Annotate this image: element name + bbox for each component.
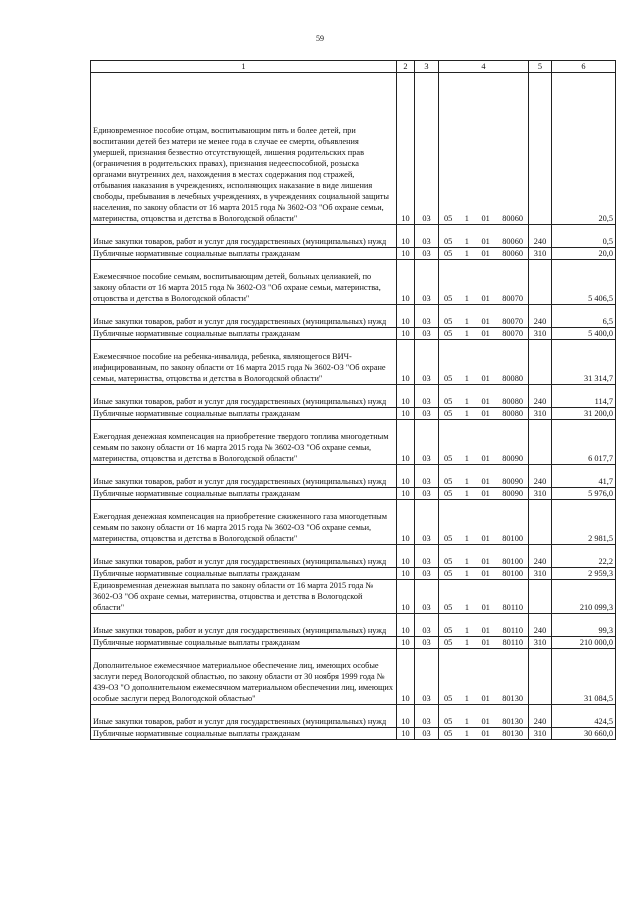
section-code: 10 [397, 705, 415, 728]
amount: 5 976,0 [552, 488, 616, 500]
amount: 41,7 [552, 465, 616, 488]
target-article-code [439, 408, 529, 420]
table-row [91, 545, 616, 568]
item-description: Иные закупки товаров, работ и услуг для государственных (муниципальных) нужд [91, 385, 397, 408]
code-part: 80110 [502, 626, 523, 635]
code-parts [441, 213, 526, 224]
code-part: 1 [464, 237, 469, 246]
code-part: 05 [444, 603, 453, 612]
section-code: 10 [397, 465, 415, 488]
code-part: 1 [464, 477, 469, 486]
code-part: 1 [464, 569, 469, 578]
code-part: 80100 [502, 534, 523, 543]
code-part: 05 [444, 557, 453, 566]
code-part: 05 [444, 294, 453, 303]
amount: 5 406,5 [552, 260, 616, 305]
item-description: Публичные нормативные социальные выплаты гражданам [91, 568, 397, 580]
code-part: 80080 [502, 409, 523, 418]
subsection-code: 03 [415, 705, 439, 728]
target-article-code [439, 649, 529, 705]
subsection-code: 03 [415, 340, 439, 385]
subsection-code: 03 [415, 225, 439, 248]
code-part: 05 [444, 534, 453, 543]
section-code: 10 [397, 420, 415, 465]
expense-type-code [529, 420, 552, 465]
code-part: 80070 [502, 317, 523, 326]
code-part: 01 [481, 477, 490, 486]
table-row [91, 305, 616, 328]
target-article-code [439, 328, 529, 340]
code-part: 05 [444, 214, 453, 223]
code-part: 01 [481, 237, 490, 246]
code-parts [441, 408, 526, 419]
code-part: 1 [464, 329, 469, 338]
code-part: 01 [481, 626, 490, 635]
target-article-code [439, 225, 529, 248]
section-code: 10 [397, 305, 415, 328]
subsection-code: 03 [415, 465, 439, 488]
code-parts [441, 637, 526, 648]
expense-type-code [529, 500, 552, 545]
code-part: 80130 [502, 694, 523, 703]
target-article-code [439, 305, 529, 328]
code-part: 80100 [502, 557, 523, 566]
code-parts [441, 328, 526, 339]
target-article-code [439, 580, 529, 614]
section-code: 10 [397, 260, 415, 305]
expense-type-code: 310 [529, 568, 552, 580]
subsection-code: 03 [415, 545, 439, 568]
code-part: 1 [464, 397, 469, 406]
code-part: 05 [444, 638, 453, 647]
code-part: 05 [444, 729, 453, 738]
code-part: 1 [464, 454, 469, 463]
item-description: Иные закупки товаров, работ и услуг для государственных (муниципальных) нужд [91, 545, 397, 568]
section-code: 10 [397, 408, 415, 420]
expense-type-code: 310 [529, 488, 552, 500]
expense-type-code: 310 [529, 328, 552, 340]
expense-type-code: 310 [529, 408, 552, 420]
section-code: 10 [397, 649, 415, 705]
column-header: 4 [439, 61, 529, 73]
target-article-code [439, 385, 529, 408]
section-code: 10 [397, 614, 415, 637]
code-parts [441, 316, 526, 327]
item-description: Иные закупки товаров, работ и услуг для государственных (муниципальных) нужд [91, 614, 397, 637]
code-part: 05 [444, 249, 453, 258]
amount: 6 017,7 [552, 420, 616, 465]
code-parts [441, 476, 526, 487]
code-parts [441, 293, 526, 304]
code-part: 1 [464, 374, 469, 383]
subsection-code: 03 [415, 328, 439, 340]
amount: 31 200,0 [552, 408, 616, 420]
code-part: 1 [464, 603, 470, 612]
code-part: 80060 [502, 237, 523, 246]
target-article-code [439, 420, 529, 465]
subsection-code: 03 [415, 73, 439, 225]
amount: 22,2 [552, 545, 616, 568]
item-description: Публичные нормативные социальные выплаты гражданам [91, 328, 397, 340]
code-part: 1 [464, 534, 469, 543]
code-part: 05 [444, 374, 453, 383]
code-part: 05 [444, 409, 453, 418]
subsection-code: 03 [415, 260, 439, 305]
amount: 210 000,0 [552, 637, 616, 649]
item-description: Иные закупки товаров, работ и услуг для государственных (муниципальных) нужд [91, 705, 397, 728]
section-code: 10 [397, 568, 415, 580]
column-header: 2 [397, 61, 415, 73]
code-part: 1 [464, 638, 470, 647]
section-code: 10 [397, 73, 415, 225]
code-part: 05 [444, 489, 453, 498]
amount: 99,3 [552, 614, 616, 637]
subsection-code: 03 [415, 649, 439, 705]
subsection-code: 03 [415, 408, 439, 420]
amount: 424,5 [552, 705, 616, 728]
code-parts [441, 556, 526, 567]
code-part: 80070 [502, 294, 523, 303]
code-part: 01 [481, 214, 490, 223]
table-row [91, 340, 616, 385]
code-part: 01 [481, 294, 490, 303]
amount: 114,7 [552, 385, 616, 408]
section-code: 10 [397, 580, 415, 614]
code-part: 05 [444, 717, 453, 726]
code-part: 1 [464, 626, 470, 635]
code-part: 80060 [502, 249, 523, 258]
code-part: 1 [464, 694, 469, 703]
code-parts [441, 568, 526, 579]
code-part: 80090 [502, 489, 523, 498]
code-parts [441, 693, 526, 704]
item-description: Публичные нормативные социальные выплаты гражданам [91, 637, 397, 649]
code-part: 05 [444, 237, 453, 246]
target-article-code [439, 705, 529, 728]
subsection-code: 03 [415, 248, 439, 260]
item-description: Единовременное пособие отцам, воспитывающим пять и более детей, при воспитании детей без матери не менее года в случае ее смерти, объявления умершей, признания безвестно отсутствующей, лишения родительских прав (ограничения в родительских правах), признания недееспособной, розыска органами внутренних дел, нахождения в местах содержания под стражей, отбывания наказания в учреждениях, исполняющих наказание в виде лишения свободы, пребывания в лечебных учреждениях, в учреждениях социальной защиты населения, по закону области от 16 марта 2015 года № 3602-ОЗ "Об охране семьи, материнства, отцовства и детства в Вологодской области" [91, 73, 397, 225]
code-part: 80080 [502, 374, 523, 383]
code-parts [441, 533, 526, 544]
budget-table [90, 60, 616, 740]
section-code: 10 [397, 637, 415, 649]
expense-type-code: 310 [529, 728, 552, 740]
column-header: 6 [552, 61, 616, 73]
target-article-code [439, 340, 529, 385]
column-header: 3 [415, 61, 439, 73]
code-parts [441, 248, 526, 259]
item-description: Публичные нормативные социальные выплаты гражданам [91, 408, 397, 420]
item-description: Ежегодная денежная компенсация на приобретение сжиженного газа многодетным семьям по закону области от 16 марта 2015 года № 3602-ОЗ "Об охране семьи, материнства, отцовства и детства в Вологодской области" [91, 500, 397, 545]
code-part: 05 [444, 569, 453, 578]
code-part: 1 [464, 249, 469, 258]
table-row [91, 568, 616, 580]
code-part: 01 [481, 569, 490, 578]
table-row [91, 385, 616, 408]
code-part: 80090 [502, 477, 523, 486]
code-part: 01 [481, 534, 490, 543]
code-part: 05 [444, 397, 453, 406]
subsection-code: 03 [415, 305, 439, 328]
code-part: 01 [481, 489, 490, 498]
target-article-code [439, 614, 529, 637]
code-part: 01 [481, 717, 490, 726]
item-description: Иные закупки товаров, работ и услуг для государственных (муниципальных) нужд [91, 225, 397, 248]
code-parts [441, 396, 526, 407]
column-header: 1 [91, 61, 397, 73]
subsection-code: 03 [415, 500, 439, 545]
target-article-code [439, 728, 529, 740]
item-description: Ежемесячное пособие на ребенка-инвалида, ребенка, являющегося ВИЧ-инфицированным, по закону области от 16 марта 2015 года № 3602-ОЗ "Об охране семьи, материнства, отцовства и детства в Вологодской области" [91, 340, 397, 385]
code-parts [441, 373, 526, 384]
code-part: 80080 [502, 397, 523, 406]
code-part: 01 [481, 603, 490, 612]
code-part: 1 [464, 729, 469, 738]
expense-type-code [529, 73, 552, 225]
section-code: 10 [397, 545, 415, 568]
code-part: 05 [444, 317, 453, 326]
section-code: 10 [397, 385, 415, 408]
code-part: 01 [481, 729, 490, 738]
code-part: 1 [464, 317, 469, 326]
subsection-code: 03 [415, 420, 439, 465]
expense-type-code: 240 [529, 225, 552, 248]
item-description: Ежегодная денежная компенсация на приобретение твердого топлива многодетным семьям по закону области от 16 марта 2015 года № 3602-ОЗ "Об охране семьи, материнства, отцовства и детства в Вологодской области" [91, 420, 397, 465]
table-header-row [91, 61, 616, 73]
code-part: 01 [481, 694, 490, 703]
code-part: 1 [464, 489, 469, 498]
table-row [91, 328, 616, 340]
code-parts [441, 625, 526, 636]
code-part: 1 [464, 557, 469, 566]
item-description: Иные закупки товаров, работ и услуг для государственных (муниципальных) нужд [91, 305, 397, 328]
section-code: 10 [397, 488, 415, 500]
amount: 2 959,3 [552, 568, 616, 580]
subsection-code: 03 [415, 728, 439, 740]
subsection-code: 03 [415, 580, 439, 614]
table-row [91, 728, 616, 740]
table-row [91, 225, 616, 248]
expense-type-code: 310 [529, 248, 552, 260]
subsection-code: 03 [415, 488, 439, 500]
expense-type-code: 240 [529, 385, 552, 408]
code-part: 05 [444, 477, 453, 486]
expense-type-code: 310 [529, 637, 552, 649]
code-part: 80100 [502, 569, 523, 578]
amount: 6,5 [552, 305, 616, 328]
page-number: 59 [316, 34, 324, 43]
code-part: 1 [464, 294, 469, 303]
table-row [91, 637, 616, 649]
code-parts [441, 728, 526, 739]
code-part: 01 [481, 249, 490, 258]
subsection-code: 03 [415, 614, 439, 637]
section-code: 10 [397, 500, 415, 545]
expense-type-code [529, 260, 552, 305]
item-description: Публичные нормативные социальные выплаты гражданам [91, 248, 397, 260]
code-part: 1 [464, 717, 469, 726]
expense-type-code: 240 [529, 305, 552, 328]
expense-type-code [529, 340, 552, 385]
section-code: 10 [397, 248, 415, 260]
table-row [91, 705, 616, 728]
table-row [91, 580, 616, 614]
expense-type-code: 240 [529, 465, 552, 488]
code-part: 01 [481, 397, 490, 406]
subsection-code: 03 [415, 637, 439, 649]
section-code: 10 [397, 340, 415, 385]
amount: 0,5 [552, 225, 616, 248]
amount: 20,0 [552, 248, 616, 260]
target-article-code [439, 260, 529, 305]
amount: 20,5 [552, 73, 616, 225]
amount: 31 314,7 [552, 340, 616, 385]
code-part: 01 [481, 317, 490, 326]
target-article-code [439, 500, 529, 545]
subsection-code: 03 [415, 385, 439, 408]
expense-type-code [529, 580, 552, 614]
code-part: 80110 [502, 603, 523, 612]
code-part: 05 [444, 454, 453, 463]
target-article-code [439, 545, 529, 568]
code-part: 01 [481, 409, 490, 418]
code-parts [441, 453, 526, 464]
expense-type-code: 240 [529, 705, 552, 728]
section-code: 10 [397, 225, 415, 248]
expense-type-code: 240 [529, 614, 552, 637]
target-article-code [439, 73, 529, 225]
code-part: 05 [444, 329, 453, 338]
code-part: 1 [464, 214, 469, 223]
column-header: 5 [529, 61, 552, 73]
section-code: 10 [397, 728, 415, 740]
target-article-code [439, 248, 529, 260]
table-row [91, 465, 616, 488]
code-parts [441, 488, 526, 499]
code-part: 05 [444, 626, 453, 635]
target-article-code [439, 488, 529, 500]
code-part: 80070 [502, 329, 523, 338]
code-parts [441, 716, 526, 727]
table-row [91, 408, 616, 420]
table-row [91, 260, 616, 305]
target-article-code [439, 637, 529, 649]
amount: 31 084,5 [552, 649, 616, 705]
item-description: Дополнительное ежемесячное материальное обеспечение лиц, имеющих особые заслуги перед Вологодской областью, по закону области от 30 ноября 1999 года № 439-ОЗ "О дополнительном ежемесячном материальном обеспечении лиц, имеющих особые заслуги перед Вологодской областью" [91, 649, 397, 705]
expense-type-code [529, 649, 552, 705]
item-description: Единовременная денежная выплата по закону области от 16 марта 2015 года № 3602-ОЗ "Об охране семьи, материнства, отцовства и детства в Вологодской области" [91, 580, 397, 614]
code-part: 80090 [502, 454, 523, 463]
code-part: 01 [481, 454, 490, 463]
code-parts [441, 236, 526, 247]
table-row [91, 73, 616, 225]
code-part: 80130 [502, 729, 523, 738]
amount: 210 099,3 [552, 580, 616, 614]
expense-type-code: 240 [529, 545, 552, 568]
code-part: 05 [444, 694, 453, 703]
table-row [91, 649, 616, 705]
table-row [91, 614, 616, 637]
code-parts [441, 602, 526, 613]
table-row [91, 420, 616, 465]
code-part: 80110 [502, 638, 523, 647]
code-part: 01 [481, 557, 490, 566]
code-part: 80060 [502, 214, 523, 223]
code-part: 01 [481, 329, 490, 338]
item-description: Иные закупки товаров, работ и услуг для государственных (муниципальных) нужд [91, 465, 397, 488]
amount: 30 660,0 [552, 728, 616, 740]
code-part: 1 [464, 409, 469, 418]
item-description: Ежемесячное пособие семьям, воспитывающим детей, больных целиакией, по закону области от 16 марта 2015 года № 3602-ОЗ "Об охране семьи, материнства, отцовства и детства в Вологодской области" [91, 260, 397, 305]
code-part: 01 [481, 638, 490, 647]
code-part: 80130 [502, 717, 523, 726]
amount: 5 400,0 [552, 328, 616, 340]
target-article-code [439, 465, 529, 488]
target-article-code [439, 568, 529, 580]
table-row [91, 248, 616, 260]
code-part: 01 [481, 374, 490, 383]
item-description: Публичные нормативные социальные выплаты гражданам [91, 728, 397, 740]
table-row [91, 500, 616, 545]
item-description: Публичные нормативные социальные выплаты гражданам [91, 488, 397, 500]
amount: 2 981,5 [552, 500, 616, 545]
section-code: 10 [397, 328, 415, 340]
table-row [91, 488, 616, 500]
subsection-code: 03 [415, 568, 439, 580]
